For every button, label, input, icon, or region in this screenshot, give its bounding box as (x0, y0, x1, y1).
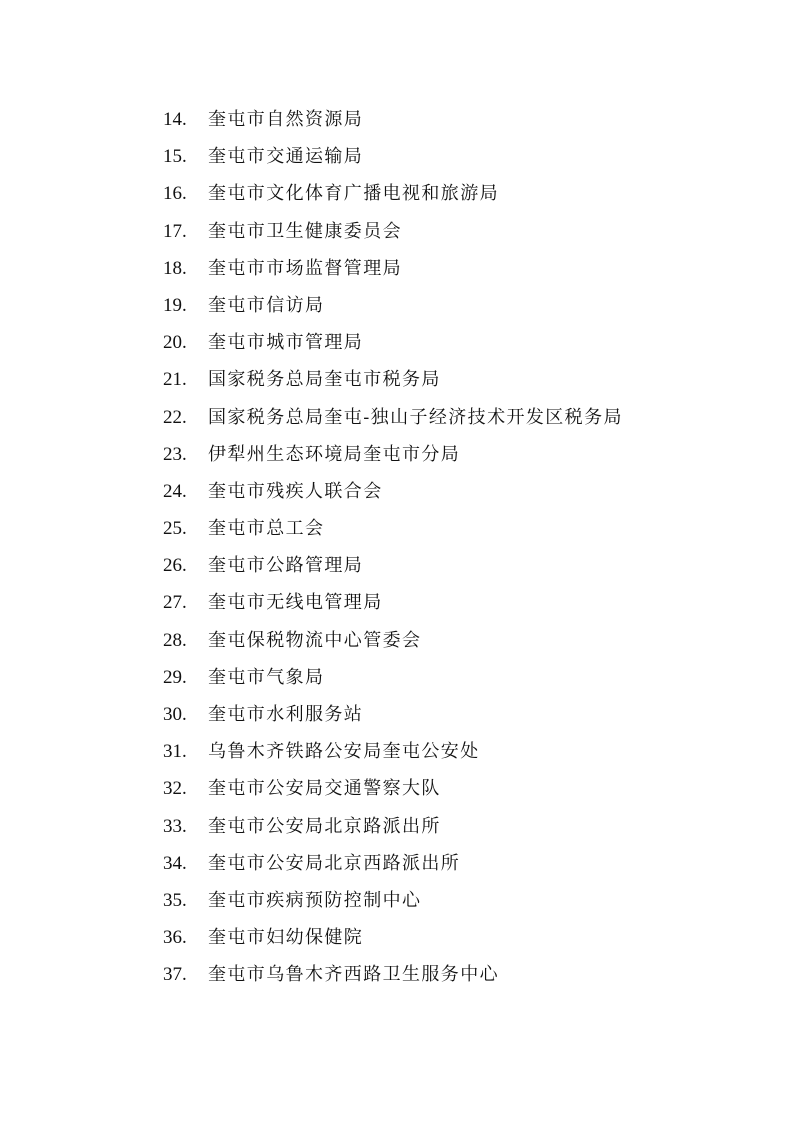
item-text: 奎屯市公安局北京西路派出所 (208, 852, 461, 874)
list-item (0, 324, 793, 361)
list-item (0, 510, 793, 547)
item-number: 21. (163, 369, 187, 391)
list-item (0, 101, 793, 138)
item-text: 奎屯市文化体育广播电视和旅游局 (208, 183, 499, 205)
item-number: 35. (163, 889, 187, 911)
item-text: 奎屯市卫生健康委员会 (208, 220, 402, 242)
item-text: 奎屯市公安局交通警察大队 (208, 778, 441, 800)
item-text: 奎屯市妇幼保健院 (208, 927, 364, 949)
item-number: 22. (163, 406, 187, 428)
item-text: 奎屯市疾病预防控制中心 (208, 889, 422, 911)
item-text: 国家税务总局奎屯-独山子经济技术开发区税务局 (208, 406, 623, 428)
list-item (0, 584, 793, 621)
item-number: 17. (163, 220, 187, 242)
item-text: 奎屯市水利服务站 (208, 704, 364, 725)
item-text: 奎屯市无线电管理局 (208, 592, 383, 614)
list-item (0, 399, 793, 436)
item-number: 31. (163, 741, 187, 763)
list-item (0, 138, 793, 175)
list-item (0, 659, 793, 696)
item-text: 奎屯保税物流中心管委会 (208, 629, 422, 651)
item-number: 36. (163, 927, 187, 949)
item-text: 奎屯市城市管理局 (208, 332, 364, 354)
list-item (0, 956, 793, 993)
list-item (0, 770, 793, 807)
item-text: 奎屯市自然资源局 (208, 109, 364, 130)
list-item (0, 473, 793, 510)
item-text: 国家税务总局奎屯市税务局 (208, 369, 441, 391)
item-number: 23. (163, 443, 187, 465)
list-item (0, 808, 793, 845)
item-number: 20. (163, 332, 187, 354)
list-item (0, 175, 793, 212)
item-number: 24. (163, 480, 187, 502)
list-item (0, 696, 793, 733)
item-number: 32. (163, 778, 187, 800)
document-list (0, 101, 793, 994)
item-text: 奎屯市公路管理局 (208, 555, 364, 577)
list-item (0, 882, 793, 919)
item-number: 37. (163, 964, 187, 986)
item-text: 奎屯市气象局 (208, 666, 325, 688)
item-number: 19. (163, 294, 187, 316)
list-item (0, 250, 793, 287)
item-number: 14. (163, 109, 187, 130)
item-number: 16. (163, 183, 187, 205)
item-text: 乌鲁木齐铁路公安局奎屯公安处 (208, 741, 480, 763)
item-number: 27. (163, 592, 187, 614)
item-text: 奎屯市残疾人联合会 (208, 480, 383, 502)
list-item (0, 213, 793, 250)
list-item (0, 919, 793, 956)
item-number: 25. (163, 518, 187, 540)
list-item (0, 547, 793, 584)
item-text: 伊犁州生态环境局奎屯市分局 (208, 443, 461, 465)
item-number: 34. (163, 852, 187, 874)
list-item (0, 436, 793, 473)
item-number: 28. (163, 629, 187, 651)
item-number: 33. (163, 815, 187, 837)
list-item (0, 733, 793, 770)
item-text: 奎屯市交通运输局 (208, 146, 364, 168)
item-text: 奎屯市乌鲁木齐西路卫生服务中心 (208, 964, 499, 986)
list-item (0, 622, 793, 659)
item-text: 奎屯市信访局 (208, 294, 325, 316)
item-number: 18. (163, 257, 187, 279)
item-number: 29. (163, 666, 187, 688)
list-item (0, 845, 793, 882)
item-text: 奎屯市市场监督管理局 (208, 257, 402, 279)
list-item (0, 361, 793, 398)
item-number: 26. (163, 555, 187, 577)
list-item (0, 287, 793, 324)
item-text: 奎屯市公安局北京路派出所 (208, 815, 441, 837)
item-number: 30. (163, 704, 187, 725)
item-number: 15. (163, 146, 187, 168)
item-text: 奎屯市总工会 (208, 518, 325, 540)
